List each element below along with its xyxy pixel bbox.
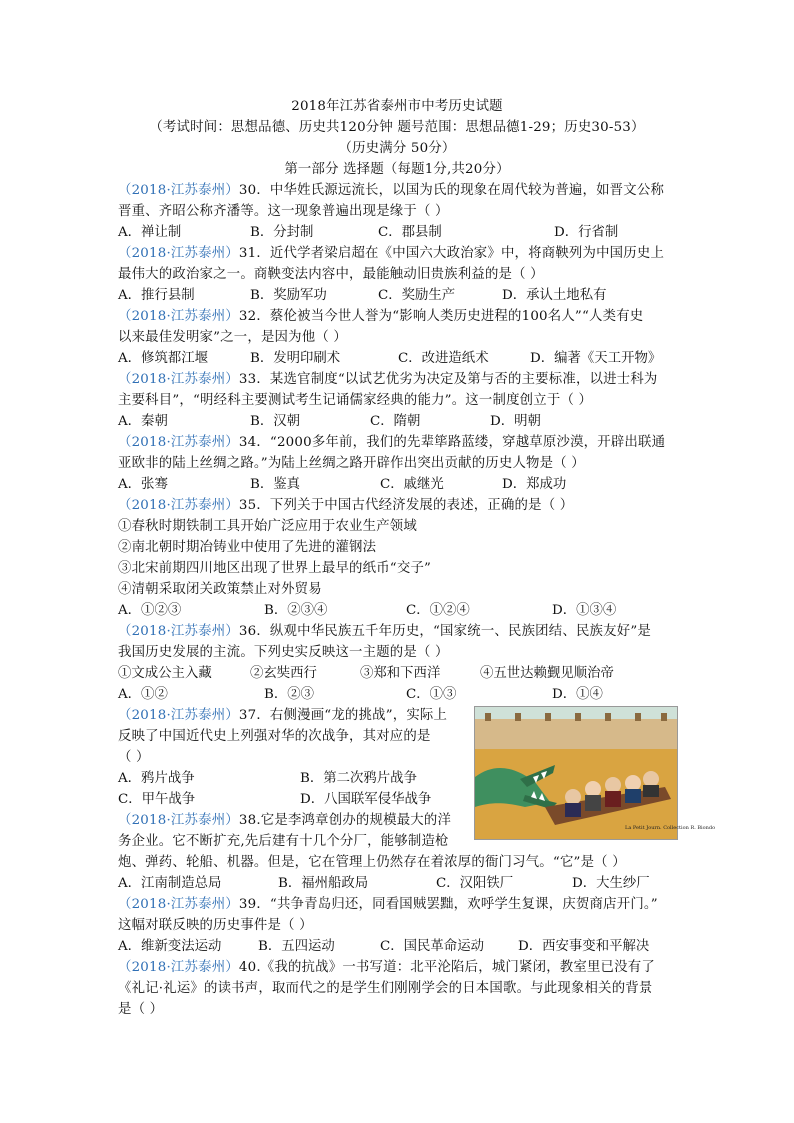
q36-option-c: C．①③ (406, 687, 457, 702)
page-title: 2018年江苏省泰州市中考历史试题 (291, 99, 503, 114)
q30-line-2: 晋重、齐昭公称齐潘等。这一现象普遍出现是缘于（ ） (118, 204, 449, 219)
q37-option-b: B．第二次鸦片战争 (300, 771, 417, 786)
q32-option-a: A．修筑都江堰 (118, 351, 209, 366)
q37-line-1: （2018·江苏泰州）37．右侧漫画“龙的挑战”，实际上 (118, 708, 448, 723)
source-tag: （2018·江苏泰州） (118, 813, 239, 828)
score-info: （历史满分 50分） (338, 141, 456, 156)
q40-line-1: （2018·江苏泰州）40.《我的抗战》一书写道：北平沦陷后，城门紧闭，教室里已没有了 (118, 960, 655, 975)
source-tag: （2018·江苏泰州） (118, 183, 239, 198)
q35-statement-1: ①春秋时期铁制工具开始广泛应用于农业生产领域 (118, 519, 417, 534)
source-tag: （2018·江苏泰州） (118, 246, 239, 261)
q35-option-a: A．①②③ (118, 603, 182, 618)
source-tag: （2018·江苏泰州） (118, 498, 239, 513)
q32-line-1: （2018·江苏泰州）32．蔡伦被当今世人誉为“影响人类历史进程的100名人”“人类有史 (118, 309, 644, 324)
q38-option-a: A．江南制造总局 (118, 876, 222, 891)
q35-option-c: C．①②④ (406, 603, 470, 618)
dragon-challenge-cartoon (474, 706, 716, 840)
q30-option-a: A．禅让制 (118, 225, 182, 240)
q37-option-d: D．八国联军侵华战争 (300, 792, 432, 807)
q33-line-1: （2018·江苏泰州）33．某选官制度“以试艺优劣为决定及第与否的主要标准，以进士科为 (118, 372, 658, 387)
q36-line-2: 我国历史发展的主流。下列史实反映这一主题的是（ ） (118, 645, 449, 660)
q30-option-d: D．行省制 (554, 225, 619, 240)
q39-option-c: C．国民革命运动 (380, 939, 484, 954)
q34-line-2: 亚欧非的陆上丝绸之路。”为陆上丝绸之路开辟作出突出贡献的历史人物是（ ） (118, 456, 585, 471)
q33-option-d: D．明朝 (490, 414, 541, 429)
source-tag: （2018·江苏泰州） (118, 435, 239, 450)
q35-statement-3: ③北宋前期四川地区出现了世界上最早的纸币“交子” (118, 561, 432, 576)
q36-statement-4: ④五世达赖觐见顺治帝 (480, 666, 614, 681)
section-heading: 第一部分 选择题（每题1分,共20分） (284, 162, 510, 177)
q34-option-c: C．戚继光 (380, 477, 444, 492)
city-wall (475, 719, 677, 749)
q33-line-2: 主要科目”，“明经科主要测试考生记诵儒家经典的能力”。这一制度创立于（ ） (118, 393, 593, 408)
q36-option-d: D．①④ (552, 687, 603, 702)
q36-option-a: A．①② (118, 687, 168, 702)
q39-line-1: （2018·江苏泰州）39．“共争青岛归还，同看国贼罢黜，欢呼学生复课，庆贺商店开门。” (118, 897, 658, 912)
q36-statement-3: ③郑和下西洋 (360, 666, 441, 681)
q32-line-2: 以来最佳发明家”之一，是因为他（ ） (118, 330, 347, 345)
q38-option-b: B．福州船政局 (278, 876, 369, 891)
q39-option-b: B．五四运动 (258, 939, 335, 954)
q37-option-a: A．鸦片战争 (118, 771, 195, 786)
q36-statement-2: ②玄奘西行 (250, 666, 317, 681)
q35-option-b: B．②③④ (264, 603, 328, 618)
source-tag: （2018·江苏泰州） (118, 897, 239, 912)
q34-line-1: （2018·江苏泰州）34．“2000多年前，我们的先辈筚路蓝缕，穿越草原沙漠，开辟出联通 (118, 435, 666, 450)
source-tag: （2018·江苏泰州） (118, 372, 239, 387)
q36-line-1: （2018·江苏泰州）36．纵观中华民族五千年历史，“国家统一、民族团结、民族友好”是 (118, 624, 651, 639)
q34-option-b: B．鉴真 (250, 477, 301, 492)
q37-line-3: （ ） (118, 750, 150, 765)
q39-option-d: D．西安事变和平解决 (518, 939, 650, 954)
q33-option-c: C．隋朝 (370, 414, 421, 429)
q35-statement-4: ④清朝采取闭关政策禁止对外贸易 (118, 582, 322, 597)
q34-option-a: A．张骞 (118, 477, 168, 492)
q35-statement-2: ②南北朝时期冶铸业中使用了先进的灌钢法 (118, 540, 377, 555)
source-tag: （2018·江苏泰州） (118, 960, 239, 975)
q35-option-d: D．①③④ (552, 603, 617, 618)
q31-option-d: D．承认土地私有 (502, 288, 607, 303)
q30-option-b: B．分封制 (250, 225, 314, 240)
q33-option-a: A．秦朝 (118, 414, 168, 429)
q33-option-b: B．汉朝 (250, 414, 301, 429)
q31-option-a: A．推行县制 (118, 288, 195, 303)
source-tag: （2018·江苏泰州） (118, 624, 239, 639)
cartoon-caption: La Petit Journ. Collection R. Biondo (625, 825, 716, 831)
q31-line-2: 最伟大的政治家之一。商鞅变法内容中，最能触动旧贵族利益的是（ ） (118, 267, 544, 282)
q38-option-d: D．大生纱厂 (572, 876, 650, 891)
q35-line-1: （2018·江苏泰州）35．下列关于中国古代经济发展的表述，正确的是（ ） (118, 498, 574, 513)
q32-option-d: D．编著《天工开物》 (530, 351, 662, 366)
q38-option-c: C．汉阳铁厂 (436, 876, 514, 891)
cartoon-illustration (475, 707, 716, 839)
q31-option-c: C．奖励生产 (378, 288, 456, 303)
q39-option-a: A．维新变法运动 (118, 939, 222, 954)
source-tag: （2018·江苏泰州） (118, 708, 239, 723)
q30-option-c: C．郡县制 (378, 225, 442, 240)
q36-option-b: B．②③ (264, 687, 315, 702)
q30-line-1: （2018·江苏泰州）30．中华姓氏源远流长，以国为氏的现象在周代较为普遍，如晋文公称 (118, 183, 665, 198)
q36-statement-1: ①文成公主入藏 (118, 666, 212, 681)
q31-option-b: B．奖励军功 (250, 288, 327, 303)
q38-line-3: 炮、弹药、轮船、机器。但是，它在管理上仍然存在着浓厚的衙门习气。“它”是（ ） (118, 855, 626, 870)
exam-info: （考试时间：思想品德、历史共120分钟 题号范围：思想品德1-29；历史30-53） (149, 120, 645, 135)
q40-line-3: 是（ ） (118, 1002, 164, 1017)
q34-option-d: D．郑成功 (502, 477, 567, 492)
q39-line-2: 这幅对联反映的历史事件是（ ） (118, 918, 313, 933)
q37-option-c: C．甲午战争 (118, 792, 196, 807)
q40-line-2: 《礼记·礼运》的读书声，取而代之的是学生们刚刚学会的日本国歌。与此现象相关的背景 (118, 981, 653, 996)
q32-option-c: C．改进造纸术 (398, 351, 489, 366)
q31-line-1: （2018·江苏泰州）31．近代学者梁启超在《中国六大政治家》中，将商鞅列为中国历史上 (118, 246, 665, 261)
q37-line-2: 反映了中国近代史上列强对华的次战争，其对应的是 (118, 729, 431, 744)
q32-option-b: B．发明印刷术 (250, 351, 341, 366)
q38-line-1: （2018·江苏泰州）38.它是李鸿章创办的规模最大的洋 (118, 813, 452, 828)
q38-line-2: 务企业。它不断扩充,先后建有十几个分厂，能够制造枪 (118, 834, 449, 849)
source-tag: （2018·江苏泰州） (118, 309, 239, 324)
